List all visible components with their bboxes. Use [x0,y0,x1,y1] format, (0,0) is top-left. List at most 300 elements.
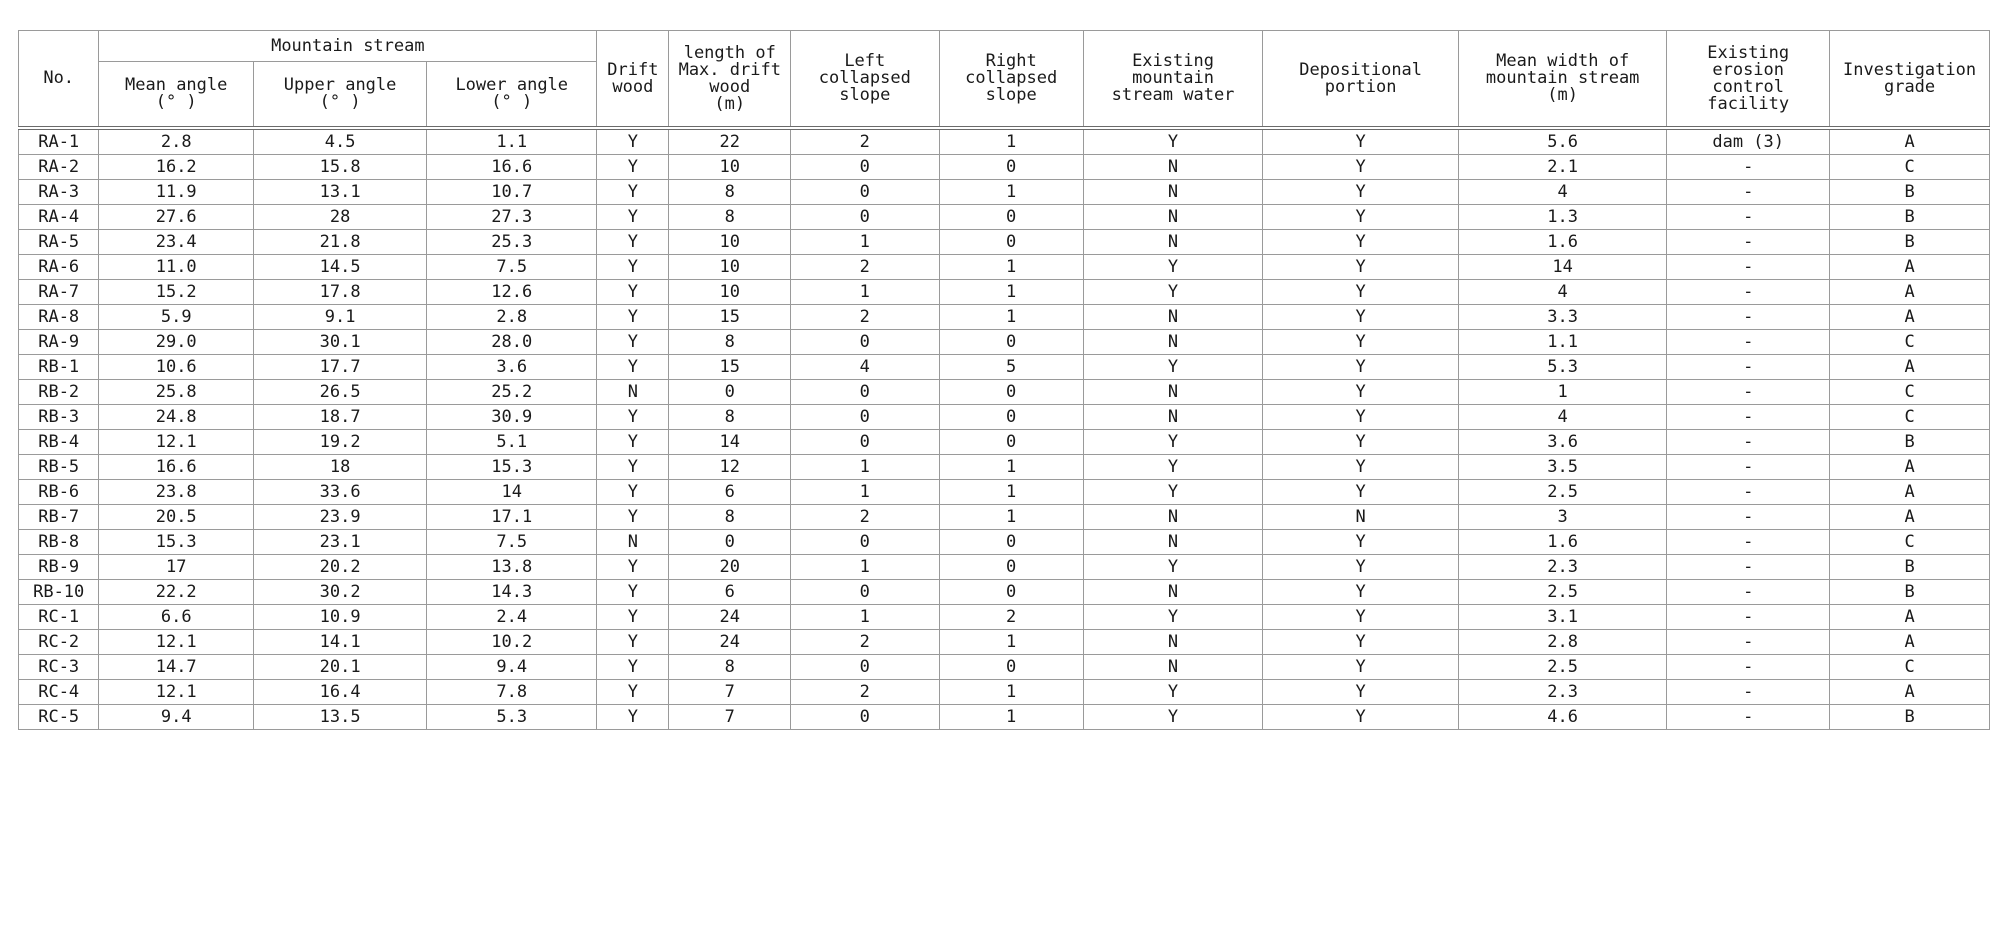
table-row [19,430,1990,455]
cell-no: RA-8 [19,305,99,330]
cell-upper-angle: 23.9 [254,505,427,530]
cell-length-max-drift-wood: 15 [669,355,791,380]
table-row [19,705,1990,730]
cell-right-collapsed-slope: 0 [939,230,1083,255]
cell-depositional-portion: Y [1263,305,1459,330]
cell-investigation-grade: C [1830,530,1990,555]
cell-no: RC-3 [19,655,99,680]
cell-length-max-drift-wood: 0 [669,380,791,405]
cell-mean-angle: 16.6 [99,455,254,480]
cell-no: RB-6 [19,480,99,505]
cell-no: RA-5 [19,230,99,255]
cell-length-max-drift-wood: 24 [669,630,791,655]
cell-mean-width: 5.6 [1459,128,1667,155]
cell-depositional-portion: Y [1263,230,1459,255]
cell-mean-angle: 12.1 [99,630,254,655]
header-length-max-drift-wood: length of Max. drift wood (m) [669,31,791,129]
cell-lower-angle: 7.5 [427,255,597,280]
cell-right-collapsed-slope: 0 [939,430,1083,455]
cell-drift-wood: Y [597,355,669,380]
table-row [19,205,1990,230]
cell-investigation-grade: B [1830,230,1990,255]
cell-lower-angle: 28.0 [427,330,597,355]
cell-erosion-control-facility: - [1667,705,1830,730]
cell-drift-wood: N [597,380,669,405]
cell-mean-width: 2.1 [1459,155,1667,180]
cell-no: RA-3 [19,180,99,205]
cell-no: RB-9 [19,555,99,580]
cell-mean-angle: 20.5 [99,505,254,530]
cell-existing-stream-water: Y [1083,705,1262,730]
header-mean-width: Mean width of mountain stream (m) [1459,31,1667,129]
cell-left-collapsed-slope: 0 [791,205,939,230]
cell-existing-stream-water: Y [1083,455,1262,480]
cell-erosion-control-facility: - [1667,680,1830,705]
table-row [19,480,1990,505]
table-row [19,680,1990,705]
cell-right-collapsed-slope: 0 [939,155,1083,180]
cell-drift-wood: Y [597,630,669,655]
cell-mean-width: 1 [1459,380,1667,405]
cell-erosion-control-facility: - [1667,330,1830,355]
table-row [19,505,1990,530]
header-depositional-portion: Depositional portion [1263,31,1459,129]
cell-depositional-portion: Y [1263,380,1459,405]
cell-erosion-control-facility: - [1667,405,1830,430]
cell-mean-angle: 15.3 [99,530,254,555]
cell-lower-angle: 7.8 [427,680,597,705]
cell-upper-angle: 20.1 [254,655,427,680]
cell-investigation-grade: A [1830,605,1990,630]
cell-right-collapsed-slope: 0 [939,405,1083,430]
cell-left-collapsed-slope: 1 [791,280,939,305]
cell-no: RB-3 [19,405,99,430]
cell-lower-angle: 5.3 [427,705,597,730]
cell-investigation-grade: A [1830,480,1990,505]
cell-no: RC-4 [19,680,99,705]
cell-left-collapsed-slope: 1 [791,555,939,580]
cell-upper-angle: 9.1 [254,305,427,330]
cell-existing-stream-water: Y [1083,430,1262,455]
cell-depositional-portion: Y [1263,630,1459,655]
cell-mean-angle: 29.0 [99,330,254,355]
cell-left-collapsed-slope: 2 [791,505,939,530]
cell-length-max-drift-wood: 10 [669,155,791,180]
cell-mean-width: 1.6 [1459,230,1667,255]
cell-lower-angle: 25.2 [427,380,597,405]
header-no: No. [19,31,99,129]
cell-existing-stream-water: Y [1083,555,1262,580]
cell-drift-wood: Y [597,605,669,630]
cell-lower-angle: 25.3 [427,230,597,255]
cell-drift-wood: Y [597,505,669,530]
cell-upper-angle: 23.1 [254,530,427,555]
cell-investigation-grade: A [1830,630,1990,655]
cell-right-collapsed-slope: 1 [939,505,1083,530]
cell-no: RC-1 [19,605,99,630]
cell-right-collapsed-slope: 2 [939,605,1083,630]
cell-right-collapsed-slope: 1 [939,305,1083,330]
cell-upper-angle: 17.8 [254,280,427,305]
cell-depositional-portion: Y [1263,330,1459,355]
cell-left-collapsed-slope: 0 [791,655,939,680]
cell-mean-angle: 24.8 [99,405,254,430]
cell-no: RB-10 [19,580,99,605]
cell-existing-stream-water: N [1083,230,1262,255]
cell-lower-angle: 5.1 [427,430,597,455]
cell-investigation-grade: A [1830,355,1990,380]
cell-investigation-grade: C [1830,655,1990,680]
header-right-collapsed-slope: Right collapsed slope [939,31,1083,129]
cell-depositional-portion: Y [1263,680,1459,705]
cell-drift-wood: Y [597,128,669,155]
cell-right-collapsed-slope: 0 [939,330,1083,355]
cell-left-collapsed-slope: 0 [791,330,939,355]
cell-erosion-control-facility: - [1667,605,1830,630]
cell-no: RB-5 [19,455,99,480]
cell-mean-angle: 10.6 [99,355,254,380]
cell-length-max-drift-wood: 10 [669,255,791,280]
cell-investigation-grade: C [1830,380,1990,405]
cell-length-max-drift-wood: 8 [669,505,791,530]
cell-existing-stream-water: N [1083,305,1262,330]
cell-no: RB-2 [19,380,99,405]
cell-lower-angle: 30.9 [427,405,597,430]
cell-existing-stream-water: Y [1083,355,1262,380]
cell-left-collapsed-slope: 1 [791,230,939,255]
cell-length-max-drift-wood: 8 [669,330,791,355]
cell-length-max-drift-wood: 8 [669,205,791,230]
cell-depositional-portion: Y [1263,580,1459,605]
cell-investigation-grade: A [1830,305,1990,330]
cell-right-collapsed-slope: 1 [939,255,1083,280]
cell-no: RB-8 [19,530,99,555]
cell-left-collapsed-slope: 1 [791,455,939,480]
cell-existing-stream-water: N [1083,330,1262,355]
cell-left-collapsed-slope: 0 [791,180,939,205]
cell-length-max-drift-wood: 7 [669,680,791,705]
cell-mean-width: 2.3 [1459,555,1667,580]
cell-right-collapsed-slope: 0 [939,530,1083,555]
cell-depositional-portion: Y [1263,430,1459,455]
cell-existing-stream-water: N [1083,205,1262,230]
cell-mean-angle: 27.6 [99,205,254,230]
table-row [19,255,1990,280]
cell-investigation-grade: C [1830,405,1990,430]
cell-mean-angle: 2.8 [99,128,254,155]
cell-drift-wood: Y [597,680,669,705]
cell-investigation-grade: A [1830,455,1990,480]
cell-mean-width: 4 [1459,180,1667,205]
cell-mean-width: 3.1 [1459,605,1667,630]
cell-length-max-drift-wood: 12 [669,455,791,480]
cell-existing-stream-water: Y [1083,280,1262,305]
table-row [19,580,1990,605]
cell-drift-wood: Y [597,705,669,730]
cell-length-max-drift-wood: 15 [669,305,791,330]
cell-depositional-portion: Y [1263,128,1459,155]
cell-lower-angle: 10.2 [427,630,597,655]
cell-depositional-portion: Y [1263,255,1459,280]
cell-erosion-control-facility: - [1667,155,1830,180]
cell-upper-angle: 19.2 [254,430,427,455]
cell-drift-wood: Y [597,555,669,580]
cell-no: RC-5 [19,705,99,730]
cell-length-max-drift-wood: 8 [669,655,791,680]
cell-left-collapsed-slope: 1 [791,480,939,505]
cell-right-collapsed-slope: 0 [939,205,1083,230]
header-mean-angle: Mean angle (° ) [99,62,254,129]
cell-right-collapsed-slope: 0 [939,380,1083,405]
cell-upper-angle: 20.2 [254,555,427,580]
table-row [19,128,1990,155]
table-row [19,455,1990,480]
cell-investigation-grade: B [1830,705,1990,730]
cell-upper-angle: 18 [254,455,427,480]
header-investigation-grade: Investigation grade [1830,31,1990,129]
cell-upper-angle: 21.8 [254,230,427,255]
cell-upper-angle: 28 [254,205,427,230]
cell-length-max-drift-wood: 10 [669,280,791,305]
cell-length-max-drift-wood: 10 [669,230,791,255]
cell-mean-angle: 17 [99,555,254,580]
cell-erosion-control-facility: - [1667,305,1830,330]
cell-lower-angle: 13.8 [427,555,597,580]
cell-lower-angle: 3.6 [427,355,597,380]
cell-mean-angle: 12.1 [99,430,254,455]
cell-upper-angle: 30.2 [254,580,427,605]
cell-investigation-grade: C [1830,330,1990,355]
cell-depositional-portion: Y [1263,555,1459,580]
cell-drift-wood: Y [597,205,669,230]
header-existing-stream-water: Existing mountain stream water [1083,31,1262,129]
cell-drift-wood: Y [597,480,669,505]
table-body [19,128,1990,730]
cell-mean-angle: 25.8 [99,380,254,405]
table-row [19,530,1990,555]
cell-left-collapsed-slope: 0 [791,380,939,405]
cell-mean-angle: 11.0 [99,255,254,280]
cell-length-max-drift-wood: 8 [669,180,791,205]
cell-lower-angle: 7.5 [427,530,597,555]
table-row [19,280,1990,305]
cell-mean-angle: 23.4 [99,230,254,255]
cell-lower-angle: 14 [427,480,597,505]
cell-erosion-control-facility: - [1667,530,1830,555]
cell-right-collapsed-slope: 5 [939,355,1083,380]
cell-lower-angle: 1.1 [427,128,597,155]
cell-erosion-control-facility: - [1667,455,1830,480]
cell-erosion-control-facility: - [1667,380,1830,405]
table-row [19,655,1990,680]
cell-left-collapsed-slope: 2 [791,305,939,330]
cell-right-collapsed-slope: 1 [939,455,1083,480]
cell-erosion-control-facility: - [1667,580,1830,605]
cell-no: RA-9 [19,330,99,355]
cell-length-max-drift-wood: 22 [669,128,791,155]
cell-left-collapsed-slope: 0 [791,530,939,555]
table-row [19,155,1990,180]
cell-existing-stream-water: N [1083,180,1262,205]
cell-mean-angle: 14.7 [99,655,254,680]
cell-erosion-control-facility: - [1667,430,1830,455]
cell-mean-width: 1.3 [1459,205,1667,230]
cell-no: RB-1 [19,355,99,380]
cell-left-collapsed-slope: 0 [791,155,939,180]
investigation-table-container [18,30,1990,730]
cell-drift-wood: Y [597,430,669,455]
table-row [19,380,1990,405]
cell-mean-angle: 11.9 [99,180,254,205]
cell-lower-angle: 14.3 [427,580,597,605]
cell-erosion-control-facility: dam (3) [1667,128,1830,155]
cell-erosion-control-facility: - [1667,180,1830,205]
cell-mean-angle: 9.4 [99,705,254,730]
cell-upper-angle: 14.1 [254,630,427,655]
cell-drift-wood: N [597,530,669,555]
cell-depositional-portion: Y [1263,205,1459,230]
cell-depositional-portion: Y [1263,705,1459,730]
cell-length-max-drift-wood: 8 [669,405,791,430]
cell-existing-stream-water: N [1083,580,1262,605]
cell-existing-stream-water: Y [1083,605,1262,630]
table-row [19,180,1990,205]
cell-existing-stream-water: N [1083,155,1262,180]
cell-left-collapsed-slope: 4 [791,355,939,380]
table-row [19,305,1990,330]
cell-erosion-control-facility: - [1667,230,1830,255]
table-row [19,355,1990,380]
cell-existing-stream-water: Y [1083,255,1262,280]
cell-erosion-control-facility: - [1667,255,1830,280]
cell-right-collapsed-slope: 1 [939,630,1083,655]
cell-right-collapsed-slope: 1 [939,480,1083,505]
cell-erosion-control-facility: - [1667,480,1830,505]
table-header [19,31,1990,129]
cell-investigation-grade: B [1830,555,1990,580]
cell-erosion-control-facility: - [1667,355,1830,380]
cell-no: RA-6 [19,255,99,280]
cell-upper-angle: 15.8 [254,155,427,180]
cell-lower-angle: 16.6 [427,155,597,180]
cell-existing-stream-water: N [1083,405,1262,430]
investigation-table [18,30,1990,730]
cell-investigation-grade: C [1830,155,1990,180]
cell-depositional-portion: Y [1263,180,1459,205]
cell-existing-stream-water: N [1083,530,1262,555]
cell-upper-angle: 13.5 [254,705,427,730]
cell-lower-angle: 9.4 [427,655,597,680]
cell-mean-width: 14 [1459,255,1667,280]
cell-depositional-portion: Y [1263,530,1459,555]
cell-depositional-portion: Y [1263,605,1459,630]
cell-mean-angle: 22.2 [99,580,254,605]
cell-existing-stream-water: N [1083,505,1262,530]
cell-right-collapsed-slope: 1 [939,680,1083,705]
cell-drift-wood: Y [597,155,669,180]
cell-mean-width: 3.5 [1459,455,1667,480]
cell-lower-angle: 15.3 [427,455,597,480]
cell-left-collapsed-slope: 2 [791,680,939,705]
cell-mean-width: 4.6 [1459,705,1667,730]
cell-upper-angle: 14.5 [254,255,427,280]
cell-upper-angle: 26.5 [254,380,427,405]
cell-right-collapsed-slope: 0 [939,580,1083,605]
table-row [19,555,1990,580]
cell-right-collapsed-slope: 1 [939,705,1083,730]
cell-length-max-drift-wood: 20 [669,555,791,580]
cell-mean-angle: 12.1 [99,680,254,705]
cell-mean-width: 1.6 [1459,530,1667,555]
cell-right-collapsed-slope: 1 [939,280,1083,305]
cell-upper-angle: 30.1 [254,330,427,355]
cell-lower-angle: 2.4 [427,605,597,630]
cell-existing-stream-water: N [1083,630,1262,655]
cell-investigation-grade: A [1830,128,1990,155]
cell-upper-angle: 33.6 [254,480,427,505]
cell-lower-angle: 2.8 [427,305,597,330]
cell-depositional-portion: Y [1263,480,1459,505]
cell-erosion-control-facility: - [1667,205,1830,230]
cell-no: RB-4 [19,430,99,455]
cell-existing-stream-water: Y [1083,680,1262,705]
cell-left-collapsed-slope: 0 [791,580,939,605]
cell-lower-angle: 17.1 [427,505,597,530]
cell-length-max-drift-wood: 0 [669,530,791,555]
cell-lower-angle: 12.6 [427,280,597,305]
table-row [19,605,1990,630]
cell-no: RA-7 [19,280,99,305]
cell-drift-wood: Y [597,330,669,355]
cell-drift-wood: Y [597,455,669,480]
cell-mean-width: 2.5 [1459,480,1667,505]
cell-mean-angle: 5.9 [99,305,254,330]
cell-investigation-grade: B [1830,205,1990,230]
cell-no: RC-2 [19,630,99,655]
cell-erosion-control-facility: - [1667,505,1830,530]
cell-mean-angle: 16.2 [99,155,254,180]
cell-lower-angle: 10.7 [427,180,597,205]
cell-investigation-grade: A [1830,280,1990,305]
cell-no: RB-7 [19,505,99,530]
cell-left-collapsed-slope: 0 [791,430,939,455]
cell-no: RA-2 [19,155,99,180]
cell-upper-angle: 18.7 [254,405,427,430]
table-row [19,230,1990,255]
cell-investigation-grade: A [1830,255,1990,280]
cell-depositional-portion: Y [1263,455,1459,480]
cell-no: RA-1 [19,128,99,155]
cell-investigation-grade: B [1830,180,1990,205]
header-drift-wood: Drift wood [597,31,669,129]
cell-drift-wood: Y [597,580,669,605]
cell-drift-wood: Y [597,255,669,280]
cell-mean-width: 2.3 [1459,680,1667,705]
cell-mean-width: 1.1 [1459,330,1667,355]
cell-left-collapsed-slope: 1 [791,605,939,630]
cell-existing-stream-water: N [1083,655,1262,680]
cell-mean-angle: 23.8 [99,480,254,505]
cell-upper-angle: 16.4 [254,680,427,705]
cell-depositional-portion: Y [1263,405,1459,430]
cell-upper-angle: 13.1 [254,180,427,205]
cell-existing-stream-water: N [1083,380,1262,405]
cell-mean-width: 5.3 [1459,355,1667,380]
cell-upper-angle: 4.5 [254,128,427,155]
cell-investigation-grade: A [1830,505,1990,530]
cell-depositional-portion: Y [1263,155,1459,180]
cell-right-collapsed-slope: 1 [939,180,1083,205]
